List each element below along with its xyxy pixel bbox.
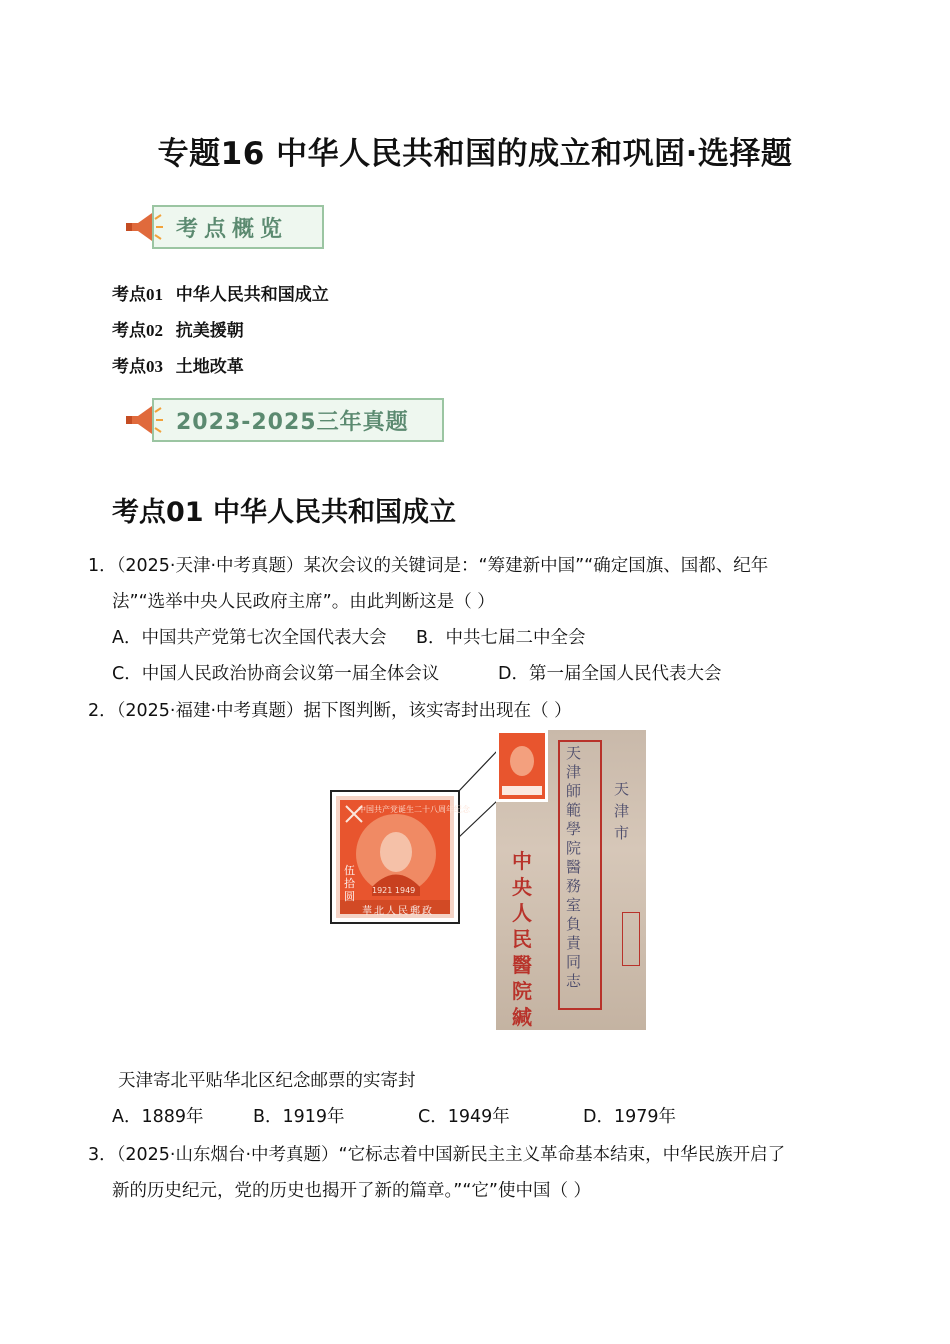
- kaodian-item-1: [112, 280, 329, 305]
- envelope-address: 天津師範學院醫務室負責同志: [566, 744, 582, 990]
- figure-caption: 天津寄北平贴华北区纪念邮票的实寄封: [118, 1071, 416, 1091]
- overview-banner-label: 考点概览: [152, 205, 324, 249]
- megaphone-icon: [122, 205, 166, 249]
- kaodian-label: 考点03: [112, 357, 163, 376]
- enlarged-stamp: [330, 790, 470, 924]
- kaodian-text: 土地改革: [175, 357, 244, 377]
- q3-stem-line2: 新的历史纪元，党的历史也揭开了新的篇章。”“它”使中国（ ）: [112, 1181, 592, 1201]
- small-stamp: [496, 730, 548, 802]
- kaodian-text: 抗美援朝: [175, 321, 244, 341]
- page-title: 专题16 中华人民共和国的成立和巩固·选择题: [157, 136, 793, 172]
- q2-option-d[interactable]: D．1979年: [583, 1107, 677, 1127]
- stamp-top-text: 中国共产党诞生二十八周年纪念: [358, 805, 470, 814]
- envelope-city: 天津市: [614, 780, 630, 842]
- stamp-bottom-text: 華北人民郵政: [362, 906, 434, 917]
- envelope-photo: [496, 730, 646, 1030]
- q1-option-d[interactable]: D．第一届全国人民代表大会: [498, 664, 722, 684]
- stamp-years: 1921 1949: [372, 886, 416, 895]
- years-banner: [122, 398, 444, 442]
- q2-option-a[interactable]: A．1889年: [112, 1107, 204, 1127]
- q2-option-c[interactable]: C．1949年: [418, 1107, 510, 1127]
- q3-stem-line1: 3．（2025·山东烟台·中考真题）“它标志着中国新民主主义革命基本结束，中华民族开启了: [88, 1145, 786, 1165]
- section-heading: 考点01 中华人民共和国成立: [112, 497, 456, 528]
- kaodian-label: 考点02: [112, 321, 163, 340]
- kaodian-text: 中华人民共和国成立: [175, 285, 329, 305]
- years-banner-label: 2023-2025三年真题: [152, 398, 444, 442]
- q1-option-b[interactable]: B．中共七届二中全会: [416, 628, 586, 648]
- q1-option-c[interactable]: C．中国人民政治协商会议第一届全体会议: [112, 664, 440, 684]
- stamp-value: 伍拾圆: [344, 864, 355, 903]
- q1-option-a[interactable]: A．中国共产党第七次全国代表大会: [112, 628, 387, 648]
- kaodian-item-2: [112, 316, 244, 341]
- kaodian-label: 考点01: [112, 285, 163, 304]
- q1-stem-line1: 1．（2025·天津·中考真题）某次会议的关键词是：“筹建新中国”“确定国旗、国都、纪年: [88, 556, 769, 576]
- kaodian-item-3: [112, 352, 244, 377]
- overview-banner: [122, 205, 324, 249]
- megaphone-icon: [122, 398, 166, 442]
- q1-stem-line2: 法”“选举中央人民政府主席”。由此判断这是（ ）: [112, 592, 495, 612]
- postmark: [622, 912, 640, 966]
- q2-option-b[interactable]: B．1919年: [253, 1107, 345, 1127]
- q2-stem-line1: 2．（2025·福建·中考真题）据下图判断，该实寄封出现在（ ）: [88, 701, 572, 721]
- envelope-sender: 中央人民醫院緘: [512, 849, 532, 1029]
